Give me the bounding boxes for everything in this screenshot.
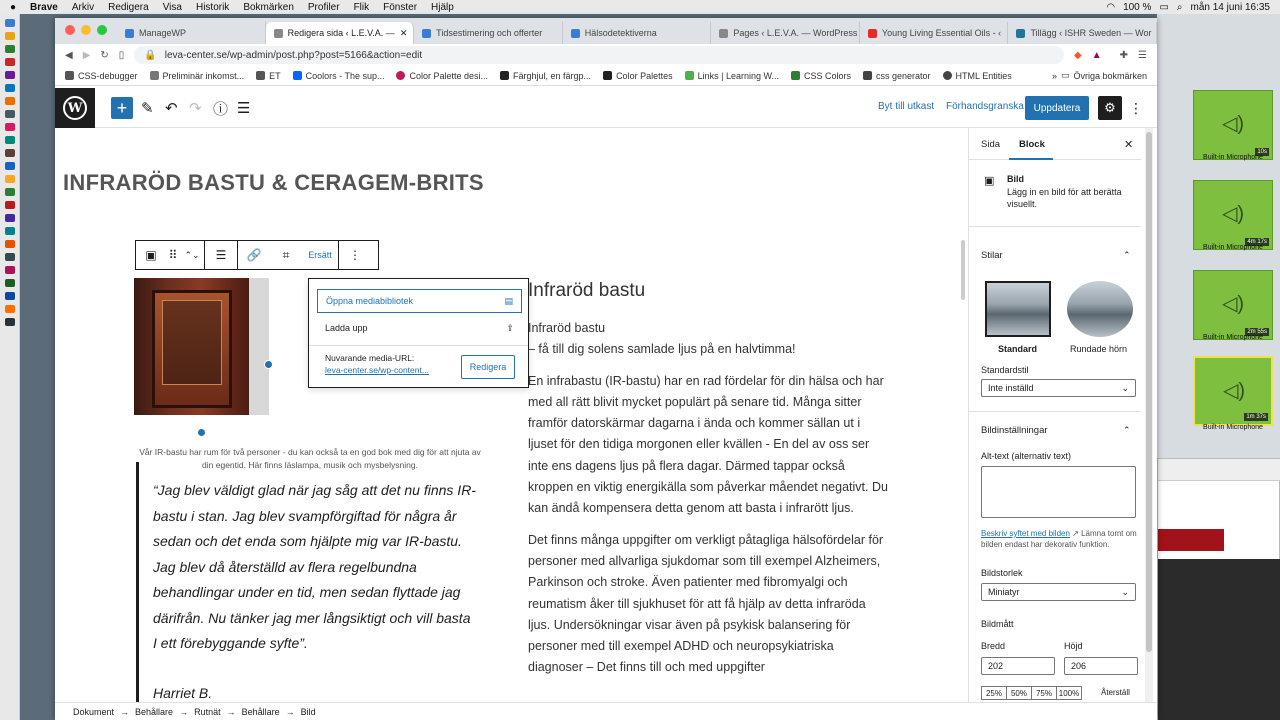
menu-profiler[interactable]: Profiler: [307, 1, 340, 13]
tab-tidsestimering[interactable]: [414, 22, 563, 44]
tab-label: Hälsodetektiverna: [584, 28, 657, 38]
forward-icon[interactable]: ▶: [82, 49, 91, 61]
recording-item[interactable]: [1193, 180, 1273, 250]
percent-50-button[interactable]: 50%: [1006, 686, 1032, 700]
bookmark-item[interactable]: [150, 71, 245, 81]
close-tab-icon[interactable]: ✕: [399, 27, 408, 38]
menu-historik[interactable]: Historik: [195, 1, 230, 13]
folder-icon: ▭: [1060, 70, 1070, 80]
switch-to-draft-button[interactable]: Byt till utkast: [878, 101, 935, 112]
post-title[interactable]: INFRARÖD BASTU & CERAGEM-BRITS: [63, 170, 484, 195]
undo-icon[interactable]: ↶: [165, 100, 178, 117]
upload-label: Ladda upp: [325, 323, 368, 333]
wordpress-logo-icon[interactable]: W: [55, 88, 95, 128]
default-style-select[interactable]: [981, 379, 1136, 397]
tab-label: Tidsestimering och offerter: [436, 28, 543, 38]
bookmark-item[interactable]: [685, 71, 779, 81]
menu-flik[interactable]: Flik: [353, 1, 370, 13]
left-dock: [0, 14, 20, 720]
breadcrumb-item[interactable]: Rutnät: [194, 706, 221, 717]
menu-icon[interactable]: ☰: [1138, 49, 1147, 61]
arrow-right-icon: →: [120, 706, 130, 717]
image-settings-heading[interactable]: Bildinställningar: [981, 425, 1048, 436]
more-options-icon[interactable]: ⋮: [1129, 100, 1143, 116]
bookmark-favicon: [65, 71, 74, 80]
tab-label: Redigera sida ‹ L.E.V.A. —: [287, 28, 395, 38]
popover-divider: [309, 345, 528, 346]
clock[interactable]: mån 14 juni 16:35: [1190, 1, 1270, 13]
paragraph[interactable]: Infraröd bastu – få till dig solens samlade ljus på en halvtimma!: [528, 321, 796, 357]
paragraph[interactable]: En infrabastu (IR-bastu) har en rad fördelar för din hälsa och har med all rätt blivit mycket populärt på senare tid. Många sitter framför datorskärmar dagarna i ända och kommer sällan ut i ljuset för den tidiga morgonen eller kvällen - En del av oss ser inte ens dagens ljus på flera dagar. Därmed tappar också kroppen en viktig energikälla som påverkar måendet negativt. Du kan ändå kompensera detta genom att basta i infrarött ljus.: [528, 373, 888, 516]
recording-duration: 4m 17s: [1247, 239, 1267, 245]
favicon: [1016, 29, 1025, 38]
chevron-up-icon[interactable]: ⌃: [1123, 425, 1131, 435]
replace-media-popover: [308, 278, 529, 388]
quote-block[interactable]: [136, 462, 476, 702]
open-media-library-button[interactable]: [317, 289, 522, 313]
styles-heading[interactable]: Stilar: [981, 250, 1003, 261]
speaker-icon: ◁): [1223, 380, 1246, 402]
breadcrumb-item[interactable]: Dokument: [73, 706, 115, 717]
sauna-wall: [249, 278, 269, 415]
image-size-select[interactable]: [981, 583, 1136, 601]
window-red-bar: [1158, 529, 1224, 551]
upload-button[interactable]: [317, 317, 522, 339]
speaker-icon: ◁): [1222, 113, 1245, 135]
resize-handle-right[interactable]: [264, 360, 273, 369]
tab-label: ManageWP: [139, 28, 187, 38]
dock-app-icon[interactable]: [5, 84, 15, 92]
menu-fonster[interactable]: Fönster: [383, 1, 418, 13]
bookmark-item[interactable]: [863, 71, 931, 81]
bookmark-label: Links | Learning W...: [697, 70, 779, 81]
bookmark-label: CSS Colors: [803, 70, 851, 81]
sauna-image[interactable]: [134, 278, 269, 415]
image-size-label: Bildstorlek: [981, 568, 1023, 578]
bookmark-favicon: [256, 71, 265, 80]
style-standard-option[interactable]: [985, 281, 1051, 337]
battery-text[interactable]: 100 %: [1123, 1, 1152, 13]
dock-app-icon[interactable]: [5, 45, 15, 53]
dock-app-icon[interactable]: [5, 58, 15, 66]
menu-visa[interactable]: Visa: [162, 1, 182, 13]
bookmark-label: Color Palettes: [616, 70, 673, 81]
recording-duration: 10s: [1257, 149, 1267, 155]
image-caption[interactable]: Vår IR-bastu har rum för två personer - du kan också ta en god bok med dig för att njuta av din egentid. Här finns läslampa, musik och mysbelysning.: [139, 447, 481, 470]
dock-app-icon[interactable]: [5, 318, 15, 326]
bookmark-favicon: [863, 71, 872, 80]
other-bookmarks-label: Övriga bokmärken: [1073, 70, 1147, 81]
minimize-window-icon[interactable]: [81, 25, 91, 35]
default-style-label: Standardstil: [981, 365, 1029, 375]
bookmark-item[interactable]: [500, 71, 591, 81]
menu-arkiv[interactable]: Arkiv: [71, 1, 95, 13]
breadcrumb-item[interactable]: Bild: [300, 706, 316, 717]
reload-icon[interactable]: ↻: [100, 49, 109, 61]
preview-button[interactable]: Förhandsgranska: [946, 101, 1024, 112]
chevron-up-icon[interactable]: ⌃: [1123, 250, 1131, 260]
arrow-right-icon: →: [226, 706, 236, 717]
quote-citation[interactable]: Harriet B.: [153, 684, 213, 701]
dock-app-icon[interactable]: [5, 266, 15, 274]
speaker-icon: ◁): [1222, 203, 1245, 225]
link-icon[interactable]: 🔗: [246, 248, 262, 262]
bookmark-favicon: [150, 71, 159, 80]
recording-label: Built-in Microphone: [1203, 424, 1263, 431]
breadcrumb-item[interactable]: Behållare: [135, 706, 174, 717]
back-icon[interactable]: ◀: [65, 49, 73, 61]
mac-menubar: [0, 0, 1280, 14]
editor-canvas[interactable]: [55, 128, 968, 702]
dock-app-icon[interactable]: [5, 162, 15, 170]
tools-pencil-icon[interactable]: ✎: [141, 100, 154, 117]
browser-window: [55, 18, 1157, 720]
quote-text[interactable]: “Jag blev väldigt glad när jag såg att det nu finns IR-bastu i stan. Jag blev svampförgiftad för några år sedan och det enda som hjälpte mig var IR-bastu. Jag blev då återställd av flera regelbundna behandlingar under en tid, men sedan flyttade jag därifrån. Nu tänker jag mer långsiktigt och vill basta I ett förebyggande syfte”.: [153, 482, 476, 651]
divider: [969, 226, 1141, 227]
bookmark-favicon: [293, 71, 302, 80]
dock-app-icon[interactable]: [5, 292, 15, 300]
background-browser-window[interactable]: [1157, 458, 1280, 720]
window-titlebar: [1158, 459, 1280, 481]
tab-young-living[interactable]: [860, 22, 1009, 44]
height-input[interactable]: 206: [1064, 657, 1138, 675]
tab-label: Pages ‹ L.E.V.A. — WordPress: [733, 28, 858, 38]
wp-editor-header: [55, 88, 1157, 128]
dock-app-icon[interactable]: [5, 188, 15, 196]
lock-icon: 🔒: [144, 49, 157, 61]
apple-icon[interactable]: ●: [10, 1, 17, 13]
arrow-right-icon: →: [285, 706, 295, 717]
favicon: [125, 29, 134, 38]
redo-icon[interactable]: ↷: [189, 100, 202, 117]
select-value: Miniatyr: [988, 587, 1020, 597]
edit-media-url-button[interactable]: Redigera: [461, 355, 515, 379]
tab-page[interactable]: Sida: [981, 139, 1001, 150]
recording-label: Built-in Microphone: [1203, 334, 1263, 341]
dock-app-icon[interactable]: [5, 201, 15, 209]
recording-item-selected[interactable]: [1193, 356, 1273, 426]
current-media-url-label: Nuvarande media-URL:: [325, 353, 415, 363]
dock-app-icon[interactable]: [5, 97, 15, 105]
arrow-right-icon: →: [179, 706, 189, 717]
dock-app-icon[interactable]: [5, 149, 15, 157]
favicon: [571, 29, 580, 38]
scroll-thumb[interactable]: [1146, 132, 1152, 652]
height-label: Höjd: [1064, 641, 1083, 651]
favicon: [422, 29, 431, 38]
bookmark-icon[interactable]: ▯: [118, 49, 125, 61]
url-text: leva-center.se/wp-admin/post.php?post=5166&action=edit: [164, 49, 423, 61]
block-description: Lägg in en bild för att berätta visuellt.: [1007, 187, 1122, 209]
bookmark-item[interactable]: [65, 71, 138, 81]
tab-tillagg[interactable]: [1008, 22, 1157, 44]
tab-managewp[interactable]: [117, 22, 266, 44]
update-button[interactable]: Uppdatera: [1025, 96, 1089, 120]
current-media-url-link[interactable]: leva-center.se/wp-content...: [325, 365, 429, 375]
alt-text-label: Alt-text (alternativ text): [981, 451, 1072, 461]
sauna-glass: [162, 300, 222, 385]
upload-icon: ⇪: [506, 322, 514, 333]
dock-app-icon[interactable]: [5, 19, 15, 27]
dock-app-icon[interactable]: [5, 253, 15, 261]
recording-label: Built-in Microphone: [1203, 244, 1263, 251]
bookmark-label: Preliminär inkomst...: [162, 70, 245, 81]
recording-item[interactable]: [1193, 270, 1273, 340]
chevron-right-icon: »: [1051, 70, 1057, 81]
window-dark-area: [1158, 559, 1280, 720]
url-input[interactable]: [134, 46, 1064, 64]
bookmark-label: Coolors - The sup...: [305, 70, 385, 81]
body-text[interactable]: [528, 318, 888, 689]
settings-gear-icon[interactable]: ⚙: [1098, 96, 1122, 120]
brave-rewards-icon[interactable]: ▲: [1091, 49, 1102, 61]
favicon: [274, 29, 283, 38]
select-value: Inte inställd: [988, 383, 1034, 393]
tab-redigera-sida[interactable]: [266, 22, 415, 44]
bookmarks-bar: [55, 66, 1157, 86]
dock-app-icon[interactable]: [5, 279, 15, 287]
window-controls: [55, 25, 117, 44]
bookmark-label: ET: [269, 70, 281, 81]
speaker-icon: ◁): [1222, 293, 1245, 315]
width-input[interactable]: 202: [981, 657, 1055, 675]
alt-text-input[interactable]: [981, 466, 1136, 518]
close-window-icon[interactable]: [65, 25, 75, 35]
details-info-icon[interactable]: ⓘ: [213, 100, 229, 118]
bookmark-favicon: [500, 71, 509, 80]
crop-icon[interactable]: ⌗: [282, 247, 290, 262]
dock-app-icon[interactable]: [5, 123, 15, 131]
bookmark-item[interactable]: [256, 71, 281, 81]
bookmark-favicon: [396, 71, 405, 80]
style-rounded-option[interactable]: [1067, 281, 1133, 337]
active-tab-indicator: [1009, 158, 1053, 160]
zoom-window-icon[interactable]: [97, 25, 107, 35]
bookmark-label: Färghjul, en färgp...: [513, 70, 592, 81]
canvas-scrollbar[interactable]: [961, 240, 965, 300]
block-name: Bild: [1007, 174, 1024, 184]
tab-label: Tillägg ‹ ISHR Sweden — Wor: [1030, 28, 1152, 38]
menu-bokmarken[interactable]: Bokmärken: [243, 1, 294, 13]
chevron-down-icon: ⌄: [1121, 382, 1129, 393]
bookmark-favicon: [685, 71, 694, 80]
section-heading[interactable]: Infraröd bastu: [528, 280, 646, 301]
bookmark-label: CSS-debugger: [78, 70, 138, 81]
menu-redigera[interactable]: Redigera: [108, 1, 149, 13]
replace-button[interactable]: Ersätt: [308, 250, 332, 260]
bookmark-item[interactable]: [791, 71, 851, 81]
media-library-icon: ▤: [504, 295, 513, 306]
reset-button[interactable]: Återställ: [1101, 688, 1130, 697]
width-label: Bredd: [981, 641, 1006, 651]
dock-app-icon[interactable]: [5, 71, 15, 79]
bookmark-favicon: [603, 71, 612, 80]
bookmark-label: css generator: [876, 70, 931, 81]
recording-duration: 1m 37s: [1246, 414, 1266, 420]
align-icon[interactable]: ☰: [215, 248, 227, 262]
tab-bar: [55, 18, 1157, 44]
dock-app-icon[interactable]: [5, 305, 15, 313]
bookmark-label: HTML Entities: [955, 70, 1012, 81]
block-breadcrumb: [55, 702, 1157, 720]
battery-icon: ▭: [1159, 1, 1169, 13]
recording-duration: 2m 55s: [1247, 329, 1267, 335]
dock-app-icon[interactable]: [5, 110, 15, 118]
bookmark-item[interactable]: [603, 71, 673, 81]
menu-app[interactable]: Brave: [30, 1, 58, 13]
wifi-icon[interactable]: ◠: [1106, 1, 1116, 13]
brave-shield-icon[interactable]: ◆: [1074, 49, 1082, 61]
tab-block[interactable]: Block: [1019, 139, 1045, 150]
recording-label: Built-in Microphone: [1203, 154, 1263, 161]
external-link-icon: ↗: [1072, 529, 1079, 538]
alt-text-help: [981, 528, 1139, 550]
dock-app-icon[interactable]: [5, 32, 15, 40]
list-view-icon[interactable]: ☰: [237, 100, 251, 117]
chevron-down-icon: ⌄: [1121, 586, 1129, 597]
style-rounded-label: Rundade hörn: [1070, 344, 1128, 354]
bookmark-item[interactable]: [943, 71, 1012, 81]
recording-item[interactable]: [1193, 90, 1273, 160]
dock-app-icon[interactable]: [5, 240, 15, 248]
paragraph[interactable]: Det finns många uppgifter om verkligt påtagliga hälsofördelar för personer med allvarliga sjukdomar som till exempel Alzheimers, Parkinson och stroke. Även patienter med fibromyalgi och reumatism åker till sjukhuset för att få hjälp av detta infraröda ljus. Undersökningar visar även på psykisk balansering för personer med till exempel ADHD och neuropsykiatriska diagnoser – Det finns till och med uppgifter: [528, 532, 884, 675]
dock-app-icon[interactable]: [5, 214, 15, 222]
tab-pages[interactable]: [711, 22, 860, 44]
bookmark-favicon: [791, 71, 800, 80]
favicon: [719, 29, 728, 38]
alt-text-link[interactable]: Beskriv syftet med bilden: [981, 529, 1070, 538]
bookmark-item[interactable]: [293, 71, 385, 81]
percent-buttons: [981, 686, 1081, 700]
extensions-icon[interactable]: ✚: [1119, 49, 1129, 61]
other-bookmarks[interactable]: [1052, 70, 1157, 81]
search-icon[interactable]: ⌕: [1176, 1, 1183, 13]
open-media-label: Öppna mediabibliotek: [326, 296, 414, 306]
percent-75-button[interactable]: 75%: [1031, 686, 1057, 700]
block-more-options-icon[interactable]: ⋮: [349, 248, 361, 262]
tab-label: Young Living Essential Oils - ‹: [881, 28, 1002, 38]
image-block-icon: ▣: [984, 175, 995, 187]
bookmark-favicon: [943, 71, 952, 80]
address-bar-row: [55, 44, 1157, 66]
resize-handle-bottom[interactable]: [197, 428, 206, 437]
dock-app-icon[interactable]: [5, 175, 15, 183]
settings-sidebar: [968, 128, 1141, 702]
close-sidebar-icon[interactable]: ✕: [1124, 139, 1134, 151]
divider: [969, 411, 1141, 412]
dock-app-icon[interactable]: [5, 136, 15, 144]
block-toolbar: [135, 240, 379, 270]
sidebar-scrollbar[interactable]: [1145, 128, 1153, 702]
bookmark-item[interactable]: [396, 71, 488, 81]
drag-handle-icon[interactable]: ⠿: [168, 248, 178, 262]
style-standard-label: Standard: [998, 344, 1038, 354]
percent-25-button[interactable]: 25%: [981, 686, 1007, 700]
add-block-button[interactable]: +: [111, 97, 133, 119]
breadcrumb-item[interactable]: Behållare: [241, 706, 280, 717]
menu-hjalp[interactable]: Hjälp: [431, 1, 454, 13]
image-dimensions-label: Bildmått: [981, 619, 1014, 629]
tab-halsodetektiverna[interactable]: [563, 22, 712, 44]
move-up-down-icon[interactable]: ⌃⌄: [184, 249, 200, 260]
favicon: [868, 29, 877, 38]
percent-100-button[interactable]: 100%: [1056, 686, 1082, 700]
bookmark-label: Color Palette desi...: [409, 70, 489, 81]
image-block-icon[interactable]: ▣: [145, 248, 157, 262]
alt-help-text: Lämna tomt om bilden endast har dekorativ funktion.: [981, 529, 1137, 549]
dock-app-icon[interactable]: [5, 227, 15, 235]
